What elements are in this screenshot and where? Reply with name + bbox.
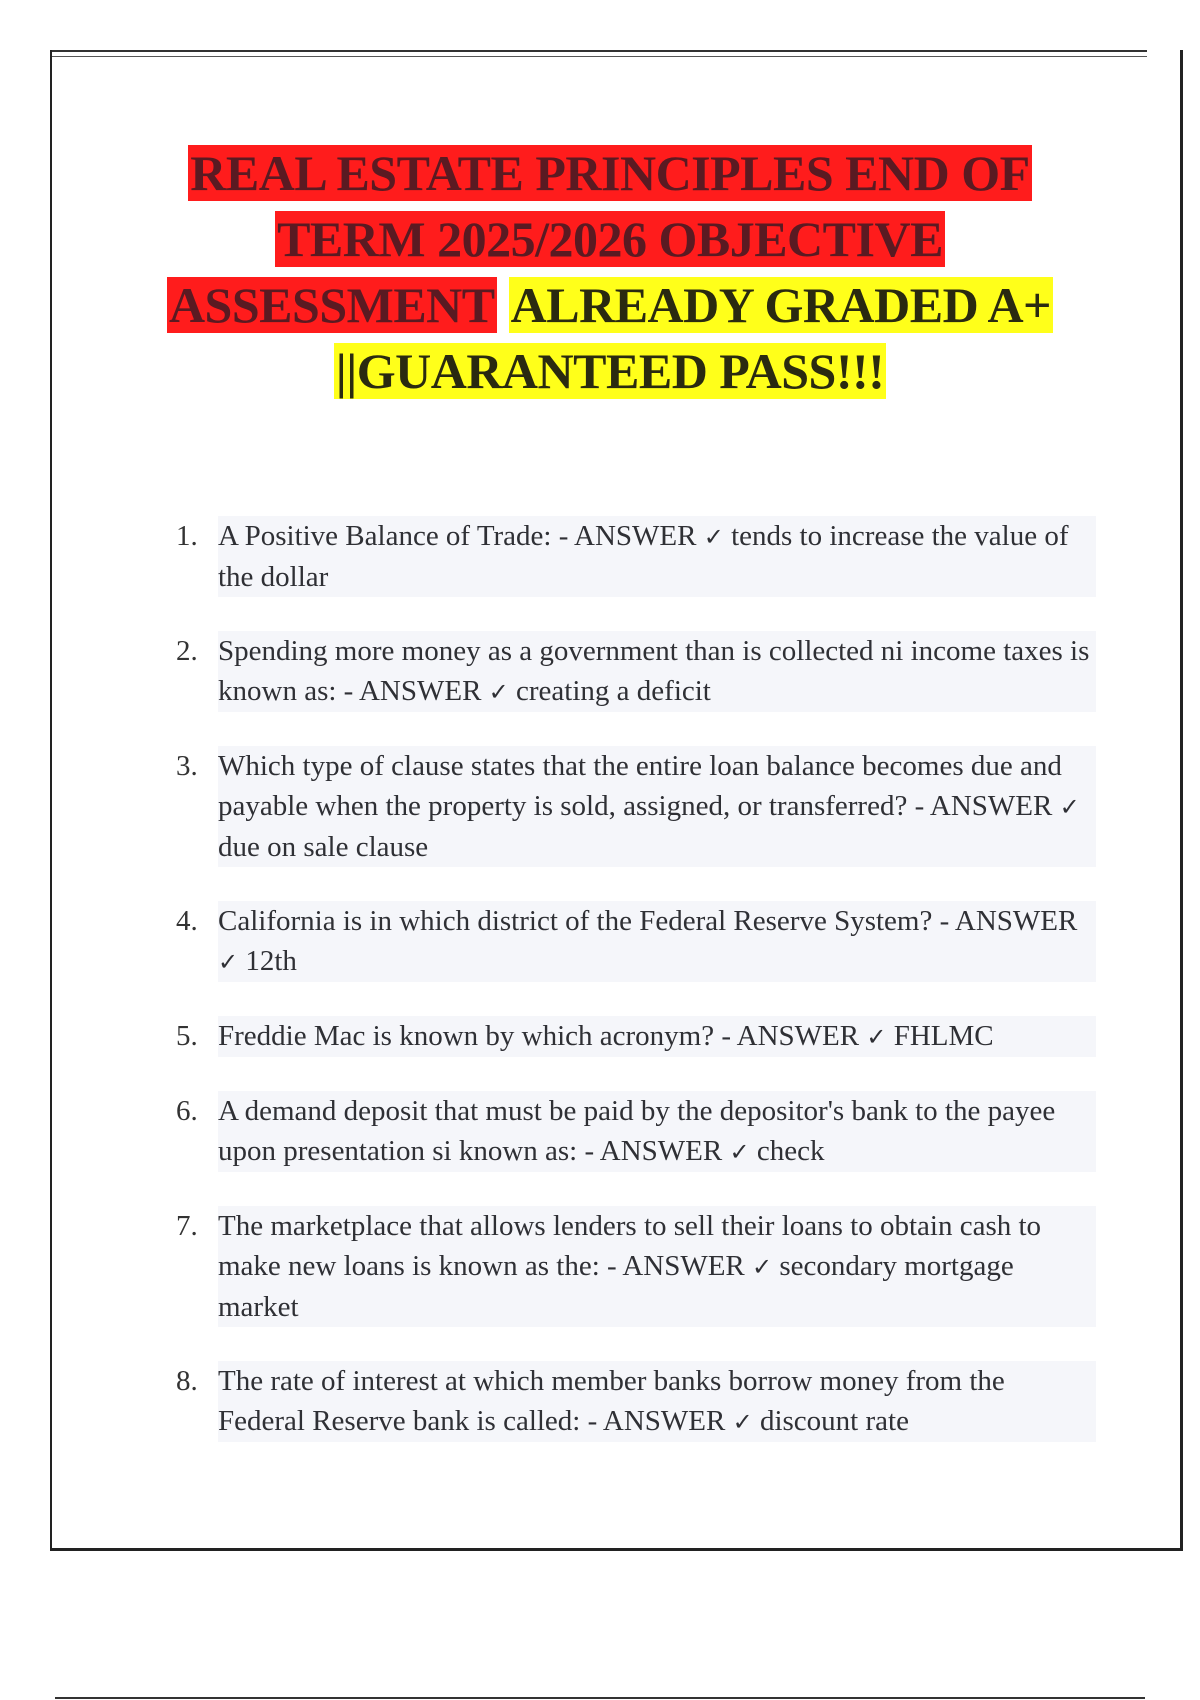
qa-item-8	[176, 1361, 1096, 1442]
qa-item-4	[176, 901, 1096, 982]
question-text: Spending more money as a government than is collected ni income taxes is known as:	[218, 635, 1090, 707]
check-icon: ✓	[218, 948, 239, 976]
answer-label: - ANSWER	[939, 905, 1078, 937]
answer-label: - ANSWER	[558, 520, 697, 552]
question-text: Which type of clause states that the entire loan balance becomes due and payable when the property is sold, assigned, or transferred?	[218, 750, 1062, 822]
answer-text: check	[756, 1135, 825, 1167]
check-icon: ✓	[732, 1408, 753, 1436]
check-icon: ✓	[729, 1138, 750, 1166]
title-line-1	[120, 140, 1100, 206]
check-icon: ✓	[1059, 793, 1080, 821]
qa-text	[218, 1361, 1096, 1442]
question-text: The marketplace that allows lenders to sell their loans to obtain cash to make new loans is known as the:	[218, 1210, 1042, 1282]
qa-number: 2.	[176, 635, 198, 667]
document-title	[120, 140, 1100, 404]
title-line-3	[120, 272, 1100, 338]
check-icon: ✓	[488, 678, 509, 706]
answer-text: 12th	[245, 945, 297, 977]
title-line-2	[120, 206, 1100, 272]
answer-label: - ANSWER	[587, 1405, 726, 1437]
qa-item-3	[176, 746, 1096, 867]
qa-item-6	[176, 1091, 1096, 1172]
question-text: The rate of interest at which member banks borrow money from the Federal Reserve bank is called:	[218, 1365, 1005, 1437]
qa-number: 5.	[176, 1020, 198, 1052]
qa-text	[218, 746, 1096, 867]
answer-label: - ANSWER	[584, 1135, 723, 1167]
title-highlight-yellow: ALREADY GRADED A+	[510, 277, 1052, 333]
question-text: Freddie Mac is known by which acronym?	[218, 1020, 715, 1052]
bottom-rule	[55, 1697, 1145, 1699]
qa-text	[218, 1016, 1096, 1057]
check-icon: ✓	[866, 1023, 887, 1051]
qa-item-1	[176, 516, 1096, 597]
answer-text: FHLMC	[893, 1020, 994, 1052]
check-icon: ✓	[752, 1253, 773, 1281]
title-line-4	[120, 338, 1100, 404]
answer-label: - ANSWER	[914, 790, 1053, 822]
qa-text	[218, 516, 1096, 597]
title-highlight-red: ASSESSMENT	[168, 277, 495, 333]
qa-text	[218, 631, 1096, 712]
qa-text	[218, 901, 1096, 982]
qa-item-7	[176, 1206, 1096, 1327]
answer-text: secondary mortgage market	[218, 1250, 1014, 1323]
question-text: California is in which district of the Federal Reserve System?	[218, 905, 933, 937]
answer-text: discount rate	[759, 1405, 909, 1437]
qa-number: 8.	[176, 1365, 198, 1397]
title-highlight-red: TERM 2025/2026 OBJECTIVE	[277, 211, 943, 267]
answer-text: creating a deficit	[516, 675, 711, 707]
qa-text	[218, 1206, 1096, 1327]
title-highlight-yellow: ||GUARANTEED PASS!!!	[335, 343, 885, 399]
answer-label: - ANSWER	[721, 1020, 860, 1052]
check-icon: ✓	[703, 523, 724, 551]
title-highlight-red: REAL ESTATE PRINCIPLES END OF	[190, 145, 1030, 201]
answer-label: - ANSWER	[343, 675, 482, 707]
question-answer-list	[176, 516, 1096, 1442]
qa-text	[218, 1091, 1096, 1172]
qa-number: 3.	[176, 750, 198, 782]
question-text: A Positive Balance of Trade:	[218, 520, 552, 552]
answer-text: tends to increase the value of the dollar	[218, 520, 1069, 593]
qa-number: 1.	[176, 520, 198, 552]
qa-item-5	[176, 1016, 1096, 1057]
qa-number: 6.	[176, 1095, 198, 1127]
question-text: A demand deposit that must be paid by the depositor's bank to the payee upon presentation si known as:	[218, 1095, 1056, 1167]
qa-number: 4.	[176, 905, 198, 937]
answer-label: - ANSWER	[607, 1250, 745, 1282]
qa-number: 7.	[176, 1210, 198, 1242]
answer-text: due on sale clause	[218, 831, 429, 863]
qa-item-2	[176, 631, 1096, 712]
